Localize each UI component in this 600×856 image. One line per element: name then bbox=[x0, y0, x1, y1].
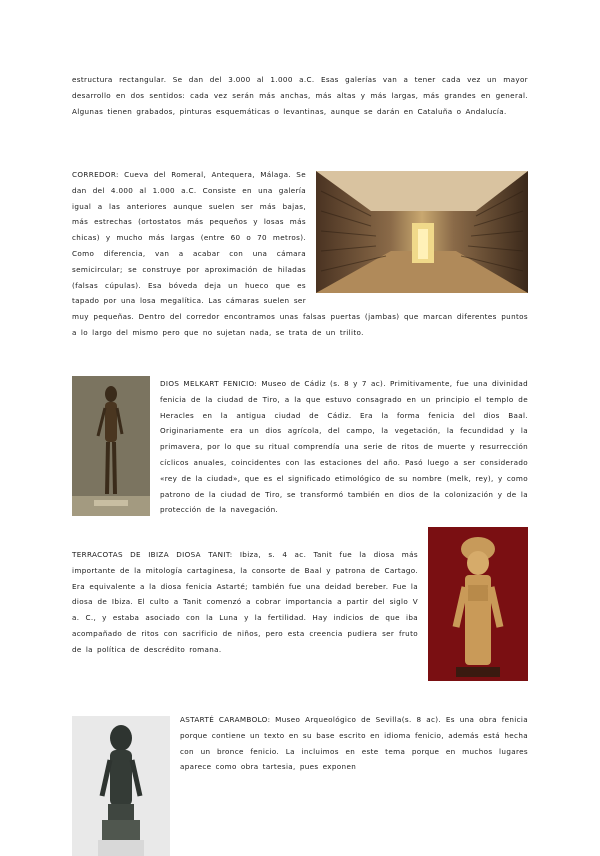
tanit-text: TERRACOTAS DE IBIZA DIOSA TANIT: Ibiza, s. 4 ac. Tanit fue la diosa más importante de la mitología cartaginesa, la consorte de Baal y patrona de Cartago. Era equivalente a la diosa fenicia Astarté; también fue una deidad bereber. Fue la diosa de Ibiza. El culto a Tanit comenzó a cobrar importancia a partir del siglo V a. C., y estaba asociado con la Luna y la fertilidad. Hay indicios de que iba acompañado de ritos con sacrificio de niños, pero esta creencia pudiera ser fruto de la política de descrédito romana. bbox=[72, 550, 418, 654]
corredor-text: CORREDOR: Cueva del Romeral, Antequera, Málaga. Se dan del 4.000 al 1.000 a.C. Consiste en una galería igual a las anteriores aunque suelen ser más bajas, más estrechas (ortostatos más pequeños y losas más chicas) y mucho más largas (entre 60 o 70 metros). Como diferencia, van a acabar con una cámara semicircular; se construye por aproximación de hiladas (falsas cúpulas). Esa bóveda deja un hueco que es tapado por una losa megalítica. Las cámaras suelen ser muy pequeñas. Dentro del corredor encontramos unas falsas puertas (jambas) que marcan diferentes puntos a lo largo del mismo pero que no sujetan nada, se trata de un trilito. bbox=[72, 170, 528, 337]
astarte-text: ASTARTÉ CARAMBOLO: Museo Arqueológico de Sevilla(s. 8 ac). Es una obra fenicia porque contiene un texto en su base escrito en idioma fenicio, además está hecha con un bronce fenicio. La incluimos en este tema porque en muchos lugares aparece como obra tartesia, pues exponen bbox=[180, 715, 528, 772]
tanit-section bbox=[72, 547, 528, 683]
corredor-photo bbox=[316, 171, 528, 293]
corredor-section bbox=[72, 167, 528, 341]
intro-paragraph: estructura rectangular. Se dan del 3.000 al 1.000 a.C. Esas galerías van a tener cada vez un mayor desarrollo en dos sentidos: cada vez serán más anchas, más altas y más largas, más grandes en general. Algunas tienen grabados, pinturas esquemáticas o levantinas, aunque se darán en Cataluña o Andalucía. bbox=[72, 75, 528, 116]
astarte-photo bbox=[72, 716, 170, 856]
tanit-photo bbox=[428, 527, 528, 681]
astarte-section bbox=[72, 712, 528, 856]
melkart-section bbox=[72, 376, 528, 518]
melkart-text: DIOS MELKART FENICIO: Museo de Cádiz (s. 8 y 7 ac). Primitivamente, fue una divinidad fenicia de la ciudad de Tiro, a la que estuvo consagrado en un principio el templo de Heracles en la antigua ciudad de Cádiz. Era la forma fenicia del dios Baal. Originariamente era un dios agrícola, del campo, la vegetación, la fecundidad y la primavera, por lo que su ritual comprendía una serie de ritos de muerte y resurrección cíclicos anuales, coincidentes con las estaciones del año. Pasó luego a ser considerado «rey de la ciudad», que es el significado etimológico de su nombre (melk, rey), y como patrono de la ciudad de Tiro, se transformó también en dios de la colonización y de la protección de la navegación. bbox=[160, 379, 528, 515]
melkart-photo bbox=[72, 376, 150, 516]
